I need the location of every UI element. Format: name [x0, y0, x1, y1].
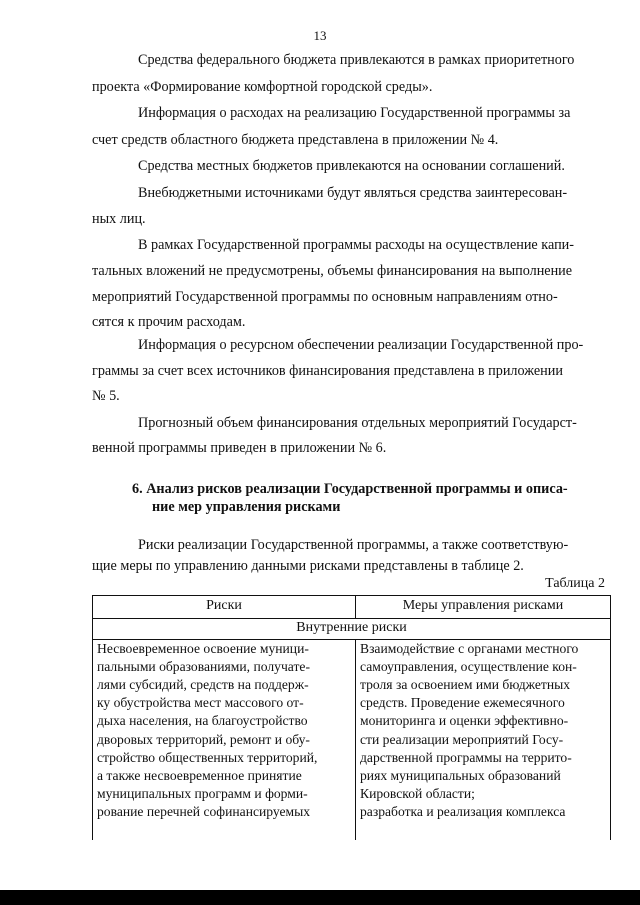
measure-text-line: дарственной программы на террито-: [360, 750, 572, 765]
risk-text-line: дворовых территорий, ремонт и обу-: [97, 732, 310, 747]
risk-text-line: муниципальных программ и форми-: [97, 786, 308, 801]
table-caption: Таблица 2: [545, 576, 605, 591]
measure-text-line: мониторинга и оценки эффективно-: [360, 713, 569, 728]
risk-text-line: Несвоевременное освоение муници-: [97, 641, 309, 656]
risk-text-line: ку обустройства мест массового от-: [97, 695, 304, 710]
section-heading-line: ние мер управления рисками: [152, 499, 341, 515]
paragraph-line: граммы за счет всех источников финансирования представлена в приложении: [92, 363, 563, 379]
risk-text-line: пальными образованиями, получате-: [97, 659, 310, 674]
column-divider: [355, 596, 356, 618]
risk-text-line: лями субсидий, средств на поддерж-: [97, 677, 309, 692]
risk-text-line: стройство общественных территорий,: [97, 750, 318, 765]
paragraph-line: мероприятий Государственной программы по основным направлениям отно-: [92, 289, 558, 305]
paragraph-line: Информация о ресурсном обеспечении реализации Государственной про-: [138, 337, 584, 353]
intro-line: щие меры по управлению данными рисками представлены в таблице 2.: [92, 558, 524, 574]
section-heading-line: 6. Анализ рисков реализации Государственной программы и описа-: [132, 481, 568, 497]
paragraph-line: Внебюджетными источниками будут являться средства заинтересован-: [138, 185, 568, 201]
paragraph-line: ных лиц.: [92, 211, 146, 227]
scan-bottom-edge: [0, 890, 640, 905]
risk-text-line: рование перечней софинансируемых: [97, 804, 311, 819]
paragraph-line: Прогнозный объем финансирования отдельных мероприятий Государст-: [138, 415, 577, 431]
measure-text-line: риях муниципальных образований: [360, 768, 561, 783]
measure-text-line: средств. Проведение ежемесячного: [360, 695, 565, 710]
measure-text-line: сти реализации мероприятий Госу-: [360, 732, 564, 747]
intro-line: Риски реализации Государственной программы, а также соответствую-: [138, 537, 569, 553]
paragraph-line: проекта «Формирование комфортной городской среды».: [92, 79, 433, 95]
paragraph-line: В рамках Государственной программы расходы на осуществление капи-: [138, 237, 574, 253]
table-header-risks: Риски: [206, 598, 242, 613]
table-header-measures: Меры управления рисками: [402, 598, 564, 613]
risk-text-line: дыха населения, на благоустройство: [97, 713, 308, 728]
measure-text-line: троля за освоением ими бюджетных: [360, 677, 571, 692]
paragraph-line: № 5.: [92, 388, 120, 404]
measure-text-line: Кировской области;: [360, 786, 475, 801]
table-subheader: Внутренние риски: [296, 620, 407, 635]
paragraph-line: Средства местных бюджетов привлекаются на основании соглашений.: [138, 158, 565, 174]
paragraph-line: венной программы приведен в приложении № 6.: [92, 440, 387, 456]
measure-text-line: самоуправления, осуществление кон-: [360, 659, 577, 674]
measure-text-line: разработка и реализация комплекса: [360, 804, 566, 819]
paragraph-line: Информация о расходах на реализацию Государственной программы за: [138, 105, 571, 121]
paragraph-line: счет средств областного бюджета представлена в приложении № 4.: [92, 132, 499, 148]
measure-text-line: Взаимодействие с органами местного: [360, 641, 579, 656]
risks-table: [92, 595, 611, 840]
table-subheader-row: [93, 618, 610, 640]
paragraph-line: тальных вложений не предусмотрены, объемы финансирования на выполнение: [92, 263, 573, 279]
paragraph-line: Средства федерального бюджета привлекаются в рамках приоритетного: [138, 52, 575, 68]
column-divider: [355, 639, 356, 840]
paragraph-line: сятся к прочим расходам.: [92, 314, 246, 330]
page-number: 13: [313, 28, 327, 43]
table-header-row: [93, 596, 610, 619]
risk-text-line: а также несвоевременное принятие: [97, 768, 302, 783]
